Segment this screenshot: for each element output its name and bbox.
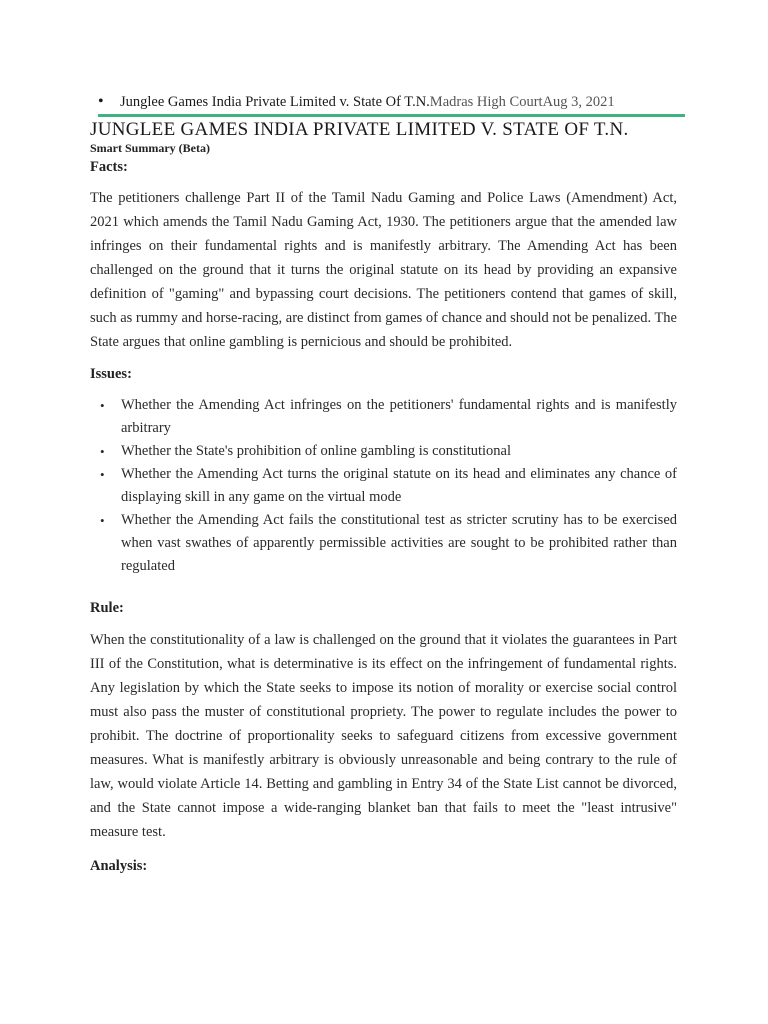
bullet-icon: • — [98, 93, 104, 110]
case-title: JUNGLEE GAMES INDIA PRIVATE LIMITED V. STATE OF T.N. — [90, 119, 629, 140]
accent-divider — [98, 114, 685, 117]
document-page — [90, 90, 677, 876]
issues-heading: Issues: — [90, 366, 132, 382]
list-item: • Whether the Amending Act turns the original statute on its head and eliminates any chance of displaying skill in any game on the virtual mode — [90, 463, 677, 509]
bullet-icon: • — [100, 513, 105, 528]
rule-text: When the constitutionality of a law is challenged on the ground that it violates the guarantees in Part III of the Constitution, what is determinative is its effect on the infringement of fundamental rights. Any legislation by which the State seeks to impose its notion of morality or exercise social control must also pass the muster of constitutional propriety. The power to regulate includes the power to prohibit. The doctrine of proportionality seeks to safeguard citizens from excessive government measures. What is manifestly arbitrary is obviously unreasonable and being contrary to the rule of law, would violate Article 14. Betting and gambling in Entry 34 of the State List cannot be divorced, and the State cannot impose a wide-ranging blanket ban that fails to meet the "least intrusive" measure test. — [90, 632, 677, 840]
list-item: • Whether the Amending Act infringes on the petitioners' fundamental rights and is manifestly arbitrary — [90, 394, 677, 440]
breadcrumb-court: Madras High Court — [429, 94, 543, 110]
breadcrumb-case-name[interactable]: Junglee Games India Private Limited v. State Of T.N. — [120, 94, 430, 110]
list-item: • Whether the State's prohibition of online gambling is constitutional — [90, 440, 677, 463]
facts-text: The petitioners challenge Part II of the Tamil Nadu Gaming and Police Laws (Amendment) Act, 2021 which amends the Tamil Nadu Gaming Act, 1930. The petitioners argue that the amended law infringes on their fundamental rights and is manifestly arbitrary. The Amending Act has been challenged on the ground that it turns the original statute on its head by providing an expansive definition of "gaming" and bypassing court decisions. The petitioners contend that games of skill, such as rummy and horse-racing, are distinct from games of chance and should not be penalized. The State argues that online gambling is pernicious and should be prohibited. — [90, 190, 677, 350]
case-breadcrumb[interactable] — [98, 90, 677, 114]
analysis-heading: Analysis: — [90, 858, 148, 874]
bullet-icon: • — [100, 398, 105, 413]
smart-summary-label: Smart Summary (Beta) — [90, 141, 210, 155]
breadcrumb-date: Aug 3, 2021 — [542, 94, 615, 110]
issues-list — [90, 394, 677, 578]
facts-heading: Facts: — [90, 159, 128, 175]
bullet-icon: • — [100, 467, 105, 482]
rule-heading: Rule: — [90, 600, 124, 616]
list-item: • Whether the Amending Act fails the constitutional test as stricter scrutiny has to be exercised when vast swathes of apparently permissible activities are sought to be prohibited rather than regulated — [90, 509, 677, 578]
bullet-icon: • — [100, 444, 105, 459]
